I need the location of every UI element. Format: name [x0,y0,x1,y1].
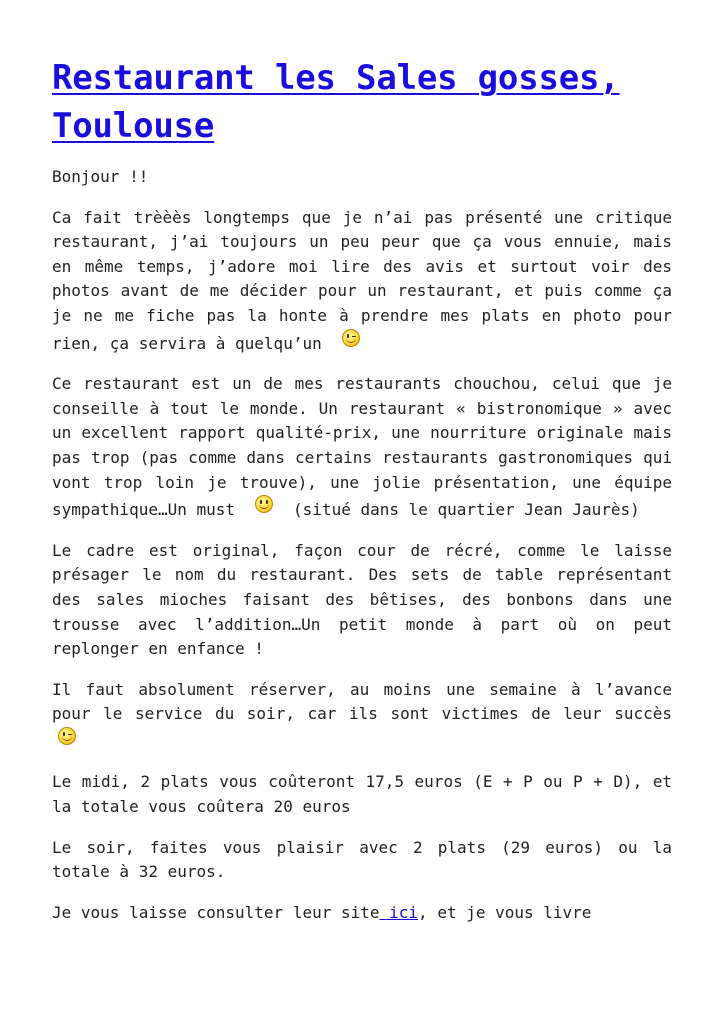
paragraph-lunch-prices: Le midi, 2 plats vous coûteront 17,5 euros (E + P ou P + D), et la totale vous coûtera 20 euros [52,772,672,817]
paragraph-recommendation [52,372,672,523]
wink-smiley-icon [58,727,76,745]
paragraph-intro-text: Ca fait trèèès longtemps que je n’ai pas présenté une critique restaurant, j’ai toujours un peu peur que ça vous ennuie, mais en même temps, j’adore moi lire des avis et surtout voir des photos avant de me décider pour un restaurant, et puis comme ça je ne me fiche pas la honte à prendre mes plats en photo pour rien, ça servira à quelqu’un [52,207,672,353]
article-title-link[interactable]: Restaurant les Sales gosses, Toulouse [52,58,620,146]
paragraph-dinner-prices: Le soir, faites vous plaisir avec 2 plats (29 euros) ou la totale à 32 euros. [52,837,672,882]
paragraph-greeting: Bonjour !! [52,167,149,186]
paragraph-booking-text: Il faut absolument réserver, au moins une semaine à l’avance pour le service du soir, car ils sont victimes de leur succès [52,679,672,724]
wink-smiley-icon [342,329,360,347]
paragraph-recommendation-text: Ce restaurant est un de mes restaurants chouchou, celui que je conseille à tout le monde. Un restaurant « bistronomique » avec un excellent rapport qualité-prix, une nourriture originale mais pas trop (pas comme dans certains restaurants gastronomiques qui vont trop loin je trouve), une jolie présentation, une équipe sympathique…Un must [52,374,672,520]
paragraph-recommendation-location: (situé dans le quartier Jean Jaurès) [293,500,640,520]
article [52,54,672,941]
paragraph-website [52,901,672,926]
paragraph-intro [52,206,672,357]
paragraph-website-text: Je vous laisse consulter leur site [52,902,380,922]
paragraph-setting: Le cadre est original, façon cour de récré, comme le laisse présager le nom du restaurant. Des sets de table représentant des sales mioches faisant des bêtises, des bonbons dans une trousse avec l’addition…Un petit monde à part où on peut replonger en enfance ! [52,540,672,659]
paragraph-website-text-end: , et je vous livre [418,902,592,922]
article-title [52,54,672,150]
smile-smiley-icon [255,495,273,513]
website-link[interactable]: ici [379,902,419,922]
paragraph-booking [52,678,672,755]
